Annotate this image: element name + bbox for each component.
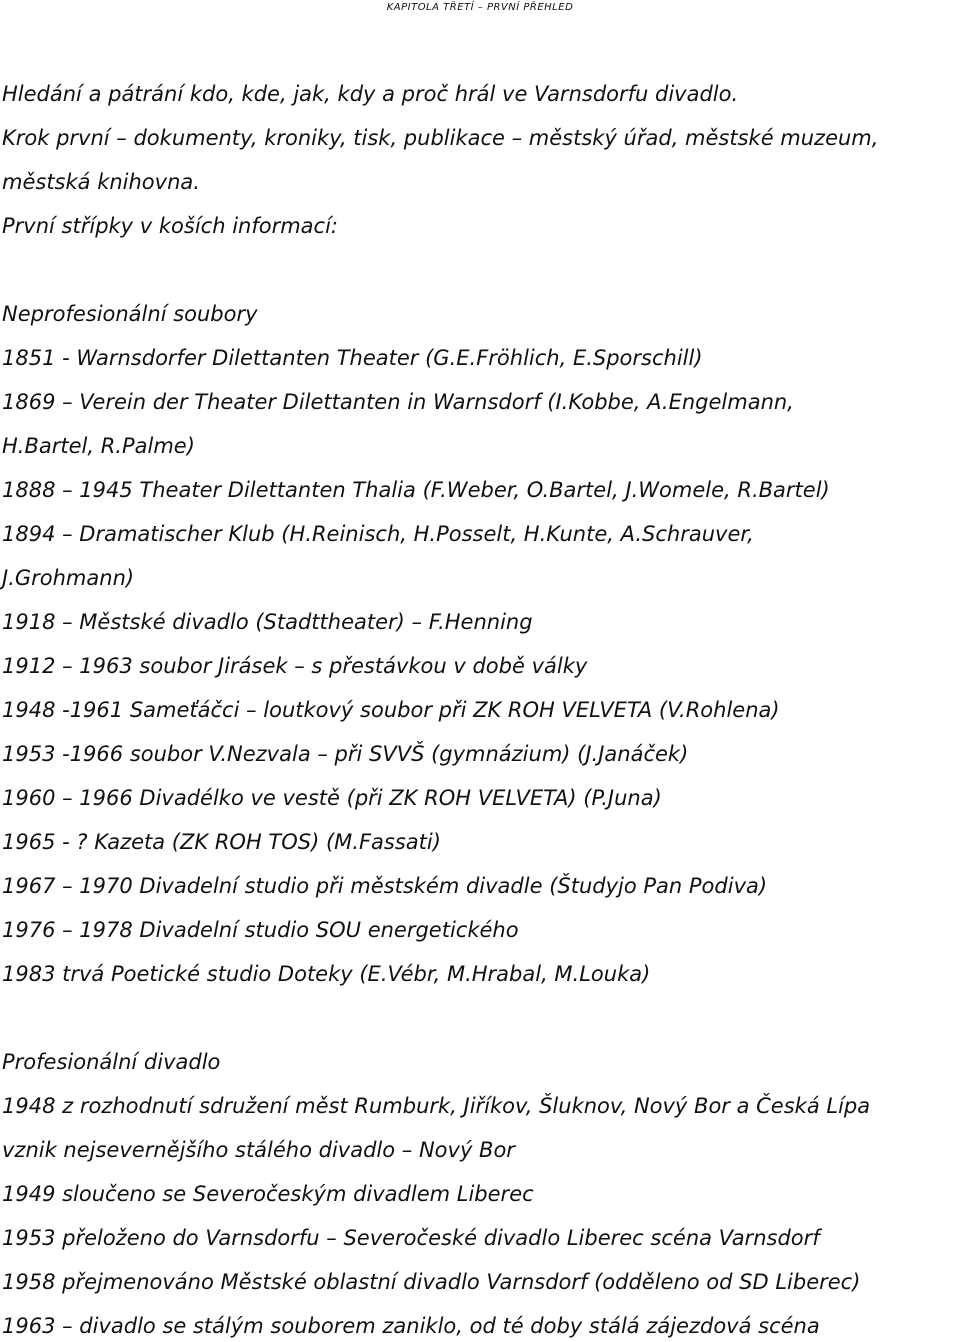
list-item: 1958 přejmenováno Městské oblastní divadlo Varnsdorf (odděleno od SD Liberec) xyxy=(2,1270,861,1294)
list-item: 1960 – 1966 Divadélko ve vestě (při ZK ROH VELVETA) (P.Juna) xyxy=(2,786,662,810)
intro-line: Krok první – dokumenty, kroniky, tisk, publikace – městský úřad, městské muzeum, xyxy=(2,126,879,150)
list-item: 1976 – 1978 Divadelní studio SOU energetického xyxy=(2,918,519,942)
list-item: 1869 – Verein der Theater Dilettanten in Warnsdorf (I.Kobbe, A.Engelmann, xyxy=(2,390,794,414)
list-item: 1953 přeloženo do Varnsdorfu – Severočeské divadlo Liberec scéna Varnsdorf xyxy=(2,1226,820,1250)
list-item: vznik nejsevernějšího stálého divadlo – Nový Bor xyxy=(2,1138,515,1162)
list-item: 1851 - Warnsdorfer Dilettanten Theater (G.E.Fröhlich, E.Sporschill) xyxy=(2,346,703,370)
section-heading-professional: Profesionální divadlo xyxy=(2,1050,221,1074)
list-item: 1963 – divadlo se stálým souborem zaniklo, od té doby stálá zájezdová scéna xyxy=(2,1314,820,1338)
list-item: 1953 -1966 soubor V.Nezvala – při SVVŠ (gymnázium) (J.Janáček) xyxy=(2,742,689,766)
list-item: 1888 – 1945 Theater Dilettanten Thalia (F.Weber, O.Bartel, J.Womele, R.Bartel) xyxy=(2,478,830,502)
list-item: 1918 – Městské divadlo (Stadttheater) – F.Henning xyxy=(2,610,533,634)
page-title: KAPITOLA TŘETÍ – PRVNÍ PŘEHLED xyxy=(386,2,574,13)
list-item: 1949 sloučeno se Severočeským divadlem Liberec xyxy=(2,1182,534,1206)
list-item: 1965 - ? Kazeta (ZK ROH TOS) (M.Fassati) xyxy=(2,830,441,854)
list-item: H.Bartel, R.Palme) xyxy=(2,434,195,458)
list-item: 1948 -1961 Sameťáčci – loutkový soubor při ZK ROH VELVETA (V.Rohlena) xyxy=(2,698,780,722)
section-heading-amateur: Neprofesionální soubory xyxy=(2,302,258,326)
intro-line: Hledání a pátrání kdo, kde, jak, kdy a proč hrál ve Varnsdorfu divadlo. xyxy=(2,82,739,106)
list-item: 1894 – Dramatischer Klub (H.Reinisch, H.Posselt, H.Kunte, A.Schrauver, xyxy=(2,522,754,546)
list-item: 1967 – 1970 Divadelní studio při městském divadle (Študyjo Pan Podiva) xyxy=(2,874,768,898)
list-item: 1948 z rozhodnutí sdružení měst Rumburk, Jiříkov, Šluknov, Nový Bor a Česká Lípa xyxy=(2,1094,871,1118)
intro-line: První střípky v koších informací: xyxy=(2,214,338,238)
intro-line: městská knihovna. xyxy=(2,170,200,194)
list-item: 1983 trvá Poetické studio Doteky (E.Vébr, M.Hrabal, M.Louka) xyxy=(2,962,651,986)
list-item: 1912 – 1963 soubor Jirásek – s přestávkou v době války xyxy=(2,654,588,678)
list-item: J.Grohmann) xyxy=(2,566,135,590)
